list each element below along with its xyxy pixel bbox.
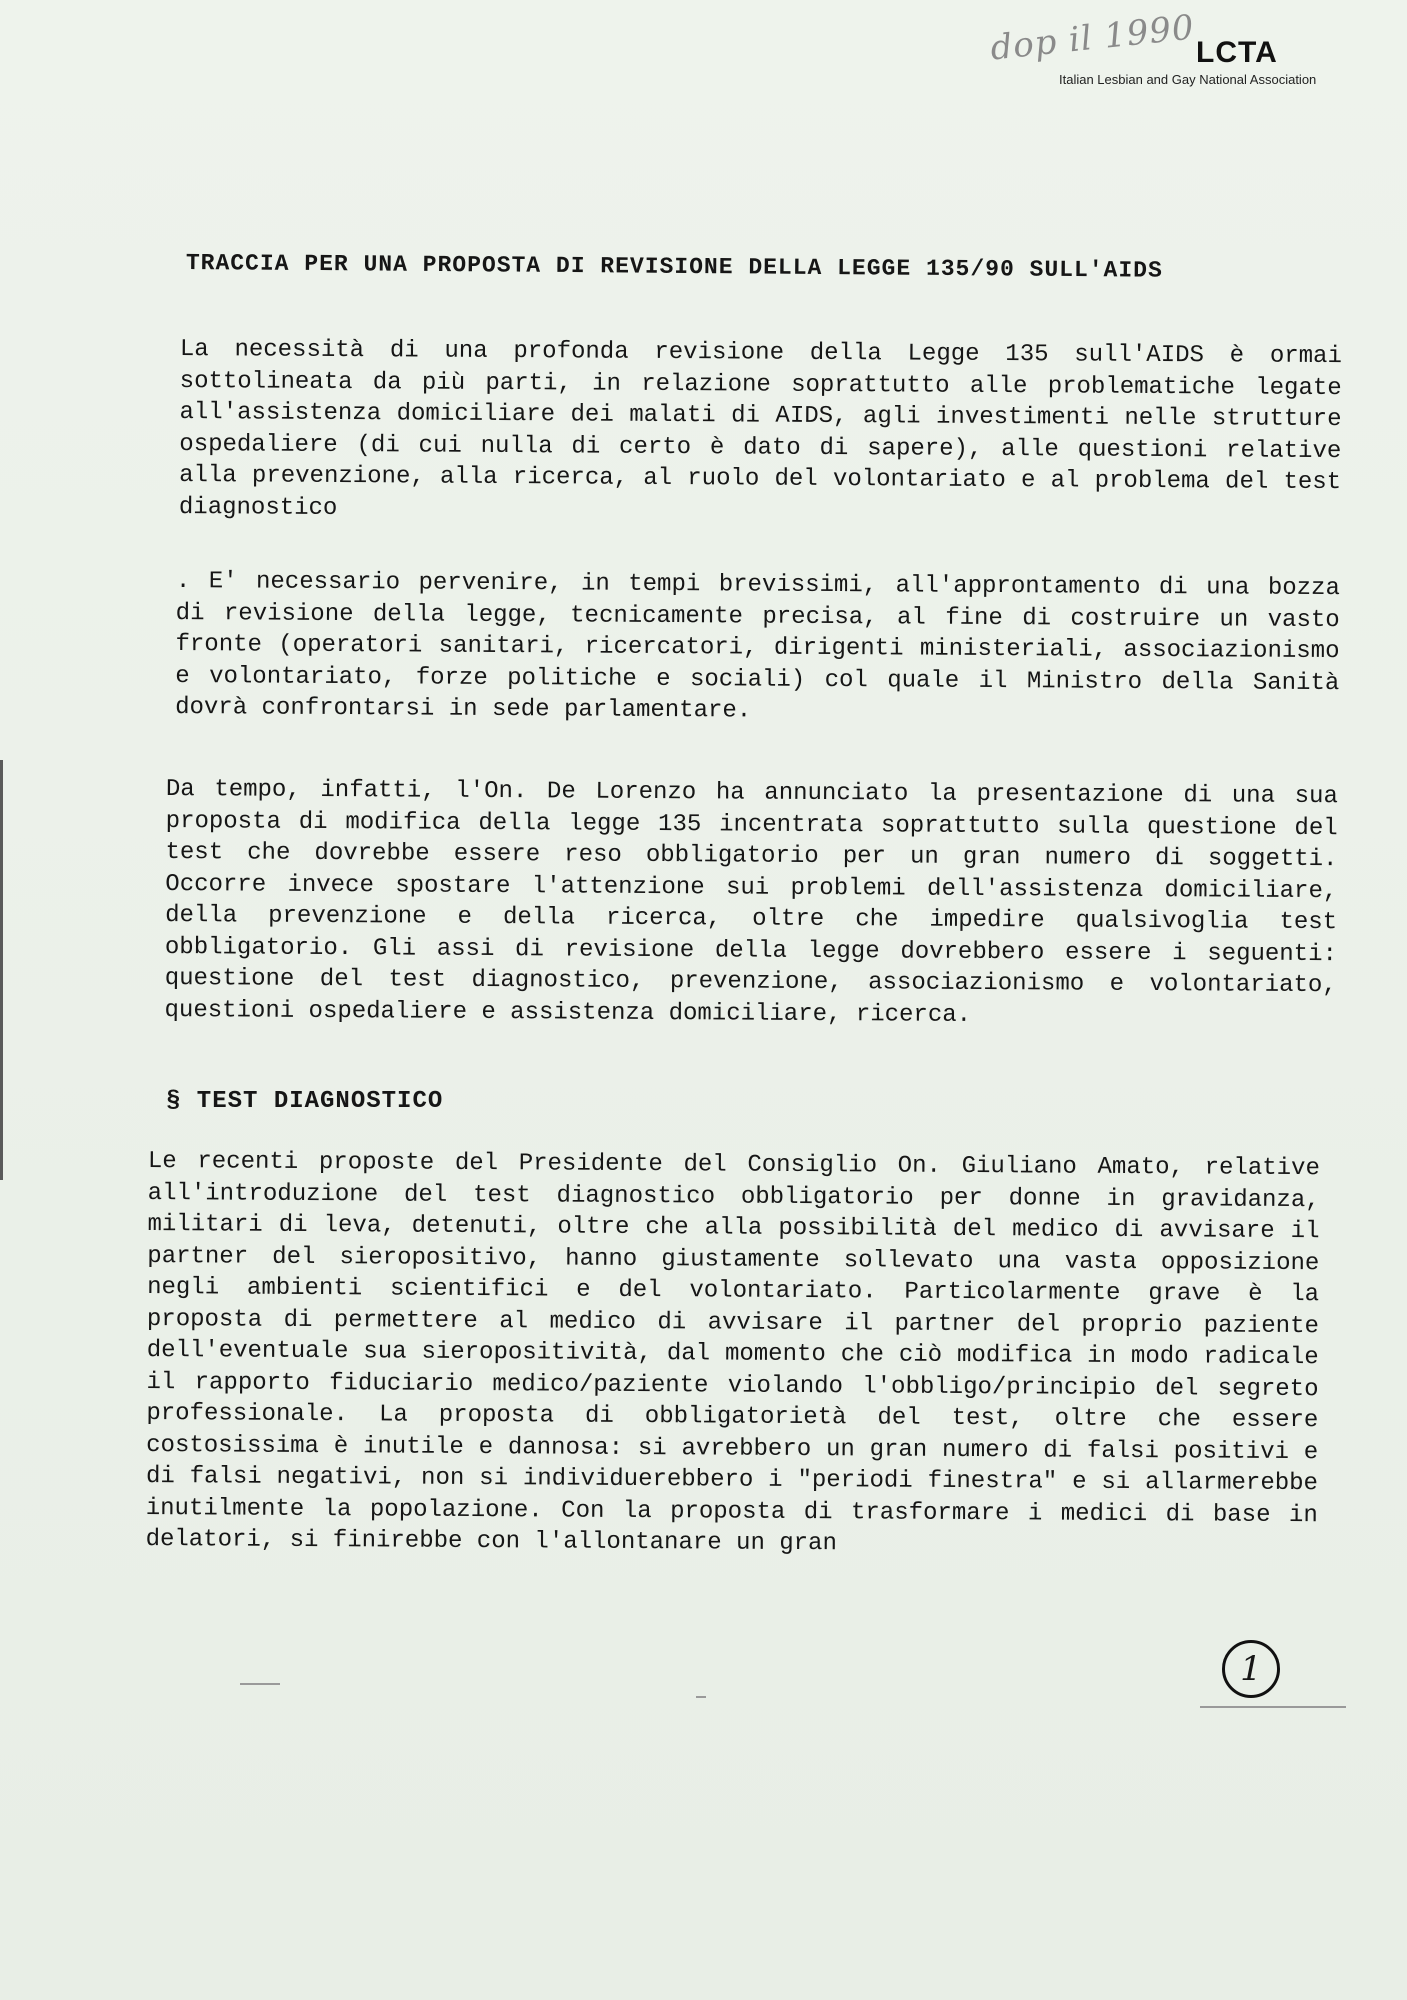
paragraph-1: La necessità di una profonda revisione della Legge 135 sull'AIDS è ormai sottolineata da più parti, in relazione soprattutto alle problematiche legate all'assistenza domiciliare dei malati di AIDS, agli investimenti nelle strutture ospedaliere (di cui nulla di certo è dato di sapere), alle questioni relative alla prevenzione, alla ricerca, al ruolo del volontariato e al problema del test diagnostico [178,335,1342,522]
scan-artifact-dash [240,1683,280,1685]
section-heading-test-diagnostico: § TEST DIAGNOSTICO [166,1088,444,1115]
circled-page-number: 1 [1222,1640,1280,1698]
scan-edge-mark [0,760,3,1180]
scan-artifact-dash [696,1696,706,1698]
association-logo: LCTA [1196,36,1278,69]
paragraph-2: . E' necessario pervenire, in tempi brevissimi, all'approntamento di una bozza di revisione della legge, tecnicamente precisa, al fine di costruire un vasto fronte (operatori sanitari, ricercatori, dirigenti ministeriali, associazionismo e volontariato, forze politiche e sociali) col quale il Ministro della Sanità dovrà confrontarsi in sede parlamentare. [175,567,1340,725]
section-paragraph: Le recenti proposte del Presidente del Consiglio On. Giuliano Amato, relative all'introduzione del test diagnostico obbligatorio per donne in gravidanza, militari di leva, detenuti, oltre che alla possibilità del medico di avvisare il partner del sieropositivo, hanno giustamente sollevato una vasta opposizione negli ambienti scientifici e del volontariato. Particolarmente grave è la proposta di permettere al medico di avvisare il partner del proprio paziente dell'eventuale sua sieropositività, dal momento che ciò modifica in modo radicale il rapporto fiduciario medico/paziente violando l'obbligo/principio del segreto professionale. La proposta di obbligatorietà del test, oltre che essere costosissima è inutile e dannosa: si avrebbero un gran numero di falsi positivi e di falsi negativi, non si individuerebbero i "periodi finestra" e si allarmerebbe inutilmente la popolazione. Con la proposta di trasformare i medici di base in delatori, si finirebbe con l'allontanare un gran [145,1148,1320,1558]
paragraph-3: Da tempo, infatti, l'On. De Lorenzo ha annunciato la presentazione di una sua proposta di modifica della legge 135 incentrata soprattutto sulla questione del test che dovrebbe essere reso obbligatorio per un gran numero di soggetti. Occorre invece spostare l'attenzione sui problemi dell'assistenza domiciliare, della prevenzione e della ricerca, oltre che impedire qualsivoglia test obbligatorio. Gli assi di revisione della legge dovrebbero essere i seguenti: questione del test diagnostico, prevenzione, associazionismo e volontariato, questioni ospedaliere e assistenza domiciliare, ricerca. [164,775,1338,1029]
association-tagline: Italian Lesbian and Gay National Association [1059,72,1317,87]
handwritten-date-annotation: dop il 1990 [988,7,1197,69]
scan-artifact-dash [1200,1706,1346,1708]
document-title: TRACCIA PER UNA PROPOSTA DI REVISIONE DELLA LEGGE 135/90 SULL'AIDS [185,250,1163,284]
